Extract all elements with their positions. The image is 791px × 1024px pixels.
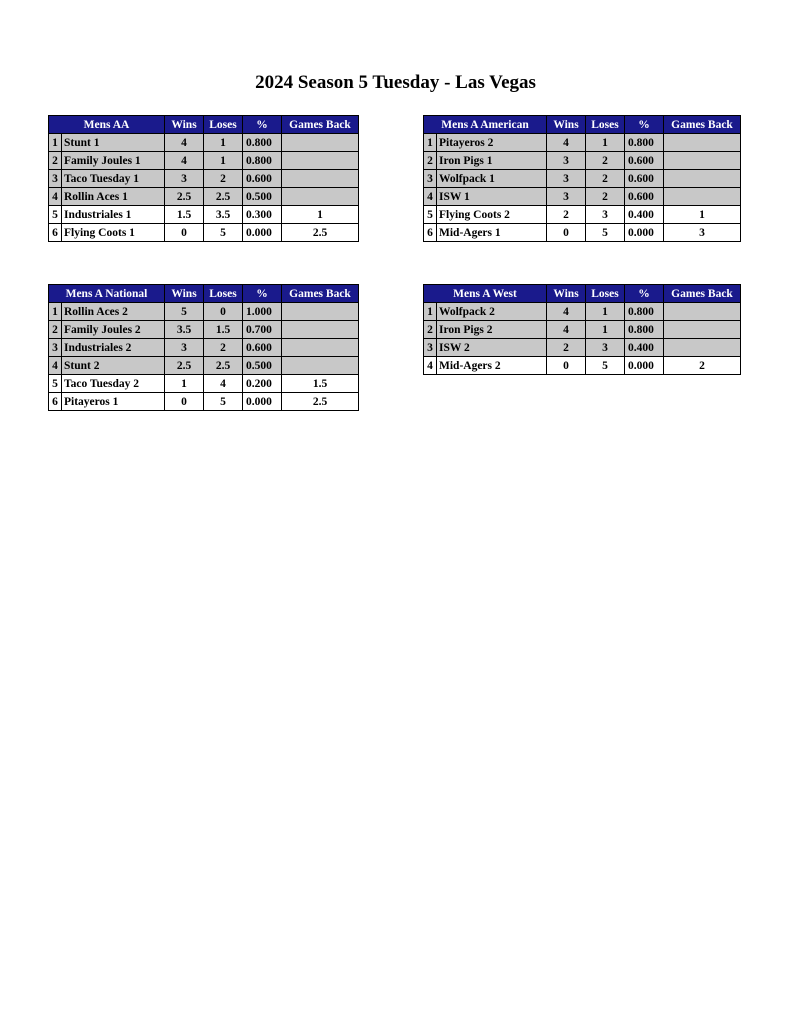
- pct-cell: 0.000: [625, 224, 664, 242]
- games-back-cell: [282, 188, 359, 206]
- pct-cell: 0.800: [625, 134, 664, 152]
- table-row: [424, 188, 741, 206]
- team-name-cell: Wolfpack 2: [437, 303, 547, 321]
- table-header-row: [424, 285, 741, 303]
- team-name-cell: Rollin Aces 2: [62, 303, 165, 321]
- pct-cell: 0.000: [625, 357, 664, 375]
- team-name-cell: Rollin Aces 1: [62, 188, 165, 206]
- loses-cell: 3: [586, 206, 625, 224]
- pct-cell: 0.600: [625, 170, 664, 188]
- loses-cell: 5: [204, 393, 243, 411]
- pct-header: %: [625, 285, 664, 303]
- rank-cell: 2: [49, 152, 62, 170]
- loses-cell: 2: [586, 170, 625, 188]
- games-back-cell: [282, 303, 359, 321]
- loses-header: Loses: [204, 116, 243, 134]
- games-back-cell: [664, 188, 741, 206]
- games-back-header: Games Back: [282, 116, 359, 134]
- loses-cell: 1: [204, 134, 243, 152]
- wins-header: Wins: [547, 285, 586, 303]
- loses-cell: 5: [204, 224, 243, 242]
- table-row: [49, 357, 359, 375]
- table-row: [49, 170, 359, 188]
- wins-cell: 5: [165, 303, 204, 321]
- pct-cell: 0.500: [243, 188, 282, 206]
- games-back-cell: 1.5: [282, 375, 359, 393]
- table-row: [424, 339, 741, 357]
- games-back-header: Games Back: [664, 116, 741, 134]
- table-row: [424, 170, 741, 188]
- pct-cell: 0.800: [625, 321, 664, 339]
- team-name-cell: Stunt 1: [62, 134, 165, 152]
- loses-cell: 2: [586, 188, 625, 206]
- table-header-row: [424, 116, 741, 134]
- rank-cell: 3: [49, 339, 62, 357]
- loses-cell: 2: [586, 152, 625, 170]
- table-row: [49, 224, 359, 242]
- team-name-cell: Iron Pigs 2: [437, 321, 547, 339]
- games-back-cell: [282, 357, 359, 375]
- rank-cell: 5: [49, 206, 62, 224]
- loses-cell: 1: [586, 321, 625, 339]
- loses-cell: 1.5: [204, 321, 243, 339]
- standings-table-mens-aa: [48, 115, 359, 242]
- wins-cell: 0: [547, 224, 586, 242]
- rank-cell: 4: [49, 188, 62, 206]
- table-row: [49, 393, 359, 411]
- loses-cell: 2: [204, 170, 243, 188]
- pct-header: %: [243, 285, 282, 303]
- loses-header: Loses: [586, 285, 625, 303]
- wins-cell: 4: [547, 303, 586, 321]
- rank-cell: 6: [49, 393, 62, 411]
- wins-cell: 4: [547, 321, 586, 339]
- table-row: [49, 188, 359, 206]
- wins-cell: 4: [165, 134, 204, 152]
- pct-header: %: [625, 116, 664, 134]
- table-row: [49, 152, 359, 170]
- team-name-cell: Mid-Agers 1: [437, 224, 547, 242]
- games-back-cell: [282, 170, 359, 188]
- pct-header: %: [243, 116, 282, 134]
- rank-cell: 3: [424, 339, 437, 357]
- rank-cell: 2: [49, 321, 62, 339]
- games-back-cell: [664, 170, 741, 188]
- wins-cell: 3.5: [165, 321, 204, 339]
- rank-cell: 4: [49, 357, 62, 375]
- pct-cell: 0.200: [243, 375, 282, 393]
- team-name-cell: Flying Coots 2: [437, 206, 547, 224]
- table-header-row: [49, 285, 359, 303]
- pct-cell: 0.300: [243, 206, 282, 224]
- wins-cell: 1.5: [165, 206, 204, 224]
- page-title: 2024 Season 5 Tuesday - Las Vegas: [255, 72, 536, 93]
- rank-cell: 5: [424, 206, 437, 224]
- wins-cell: 2.5: [165, 188, 204, 206]
- table-row: [49, 303, 359, 321]
- wins-cell: 3: [547, 170, 586, 188]
- pct-cell: 0.000: [243, 224, 282, 242]
- wins-cell: 3: [165, 170, 204, 188]
- team-name-cell: Industriales 2: [62, 339, 165, 357]
- loses-cell: 4: [204, 375, 243, 393]
- pct-cell: 0.800: [243, 134, 282, 152]
- loses-header: Loses: [586, 116, 625, 134]
- table-row: [49, 206, 359, 224]
- loses-cell: 1: [586, 134, 625, 152]
- rank-cell: 5: [49, 375, 62, 393]
- rank-cell: 1: [49, 134, 62, 152]
- loses-cell: 3.5: [204, 206, 243, 224]
- division-name: Mens A West: [424, 285, 547, 303]
- pct-cell: 0.800: [243, 152, 282, 170]
- division-name: Mens A American: [424, 116, 547, 134]
- loses-cell: 1: [204, 152, 243, 170]
- team-name-cell: ISW 1: [437, 188, 547, 206]
- rank-cell: 6: [424, 224, 437, 242]
- pct-cell: 0.700: [243, 321, 282, 339]
- games-back-cell: [282, 321, 359, 339]
- loses-cell: 3: [586, 339, 625, 357]
- wins-cell: 3: [165, 339, 204, 357]
- table-row: [49, 339, 359, 357]
- games-back-cell: 2.5: [282, 224, 359, 242]
- table-row: [424, 224, 741, 242]
- rank-cell: 4: [424, 357, 437, 375]
- wins-cell: 2.5: [165, 357, 204, 375]
- wins-cell: 2: [547, 339, 586, 357]
- pct-cell: 0.500: [243, 357, 282, 375]
- team-name-cell: Iron Pigs 1: [437, 152, 547, 170]
- rank-cell: 4: [424, 188, 437, 206]
- games-back-cell: 1: [664, 206, 741, 224]
- wins-cell: 4: [165, 152, 204, 170]
- games-back-cell: [282, 134, 359, 152]
- team-name-cell: ISW 2: [437, 339, 547, 357]
- loses-header: Loses: [204, 285, 243, 303]
- division-name: Mens AA: [49, 116, 165, 134]
- team-name-cell: Family Joules 1: [62, 152, 165, 170]
- team-name-cell: Wolfpack 1: [437, 170, 547, 188]
- team-name-cell: Industriales 1: [62, 206, 165, 224]
- pct-cell: 0.600: [243, 339, 282, 357]
- games-back-cell: [664, 339, 741, 357]
- games-back-cell: [282, 152, 359, 170]
- pct-cell: 0.800: [625, 303, 664, 321]
- games-back-cell: [664, 321, 741, 339]
- games-back-header: Games Back: [282, 285, 359, 303]
- pct-cell: 1.000: [243, 303, 282, 321]
- team-name-cell: Taco Tuesday 1: [62, 170, 165, 188]
- team-name-cell: Mid-Agers 2: [437, 357, 547, 375]
- rank-cell: 2: [424, 152, 437, 170]
- standings-table-mens-a-american: [423, 115, 741, 242]
- games-back-cell: 2.5: [282, 393, 359, 411]
- division-name: Mens A National: [49, 285, 165, 303]
- pct-cell: 0.400: [625, 206, 664, 224]
- pct-cell: 0.400: [625, 339, 664, 357]
- table-row: [49, 321, 359, 339]
- table-row: [49, 375, 359, 393]
- wins-cell: 2: [547, 206, 586, 224]
- rank-cell: 6: [49, 224, 62, 242]
- games-back-cell: [664, 134, 741, 152]
- table-row: [424, 152, 741, 170]
- wins-cell: 0: [547, 357, 586, 375]
- games-back-header: Games Back: [664, 285, 741, 303]
- rank-cell: 1: [49, 303, 62, 321]
- games-back-cell: [664, 303, 741, 321]
- loses-cell: 0: [204, 303, 243, 321]
- loses-cell: 5: [586, 224, 625, 242]
- rank-cell: 1: [424, 134, 437, 152]
- wins-cell: 4: [547, 134, 586, 152]
- pct-cell: 0.600: [625, 152, 664, 170]
- table-header-row: [49, 116, 359, 134]
- games-back-cell: 1: [282, 206, 359, 224]
- table-row: [424, 303, 741, 321]
- table-row: [424, 134, 741, 152]
- loses-cell: 5: [586, 357, 625, 375]
- rank-cell: 3: [424, 170, 437, 188]
- wins-cell: 3: [547, 188, 586, 206]
- rank-cell: 3: [49, 170, 62, 188]
- wins-cell: 0: [165, 224, 204, 242]
- wins-header: Wins: [165, 285, 204, 303]
- table-row: [49, 134, 359, 152]
- table-row: [424, 357, 741, 375]
- table-row: [424, 206, 741, 224]
- games-back-cell: [282, 339, 359, 357]
- games-back-cell: [664, 152, 741, 170]
- table-row: [424, 321, 741, 339]
- games-back-cell: 3: [664, 224, 741, 242]
- loses-cell: 1: [586, 303, 625, 321]
- team-name-cell: Family Joules 2: [62, 321, 165, 339]
- loses-cell: 2: [204, 339, 243, 357]
- team-name-cell: Taco Tuesday 2: [62, 375, 165, 393]
- team-name-cell: Stunt 2: [62, 357, 165, 375]
- games-back-cell: 2: [664, 357, 741, 375]
- pct-cell: 0.000: [243, 393, 282, 411]
- wins-cell: 1: [165, 375, 204, 393]
- team-name-cell: Pitayeros 2: [437, 134, 547, 152]
- rank-cell: 2: [424, 321, 437, 339]
- team-name-cell: Flying Coots 1: [62, 224, 165, 242]
- pct-cell: 0.600: [625, 188, 664, 206]
- wins-cell: 3: [547, 152, 586, 170]
- wins-header: Wins: [165, 116, 204, 134]
- loses-cell: 2.5: [204, 188, 243, 206]
- standings-table-mens-a-west: [423, 284, 741, 375]
- wins-header: Wins: [547, 116, 586, 134]
- wins-cell: 0: [165, 393, 204, 411]
- standings-table-mens-a-national: [48, 284, 359, 411]
- rank-cell: 1: [424, 303, 437, 321]
- loses-cell: 2.5: [204, 357, 243, 375]
- pct-cell: 0.600: [243, 170, 282, 188]
- team-name-cell: Pitayeros 1: [62, 393, 165, 411]
